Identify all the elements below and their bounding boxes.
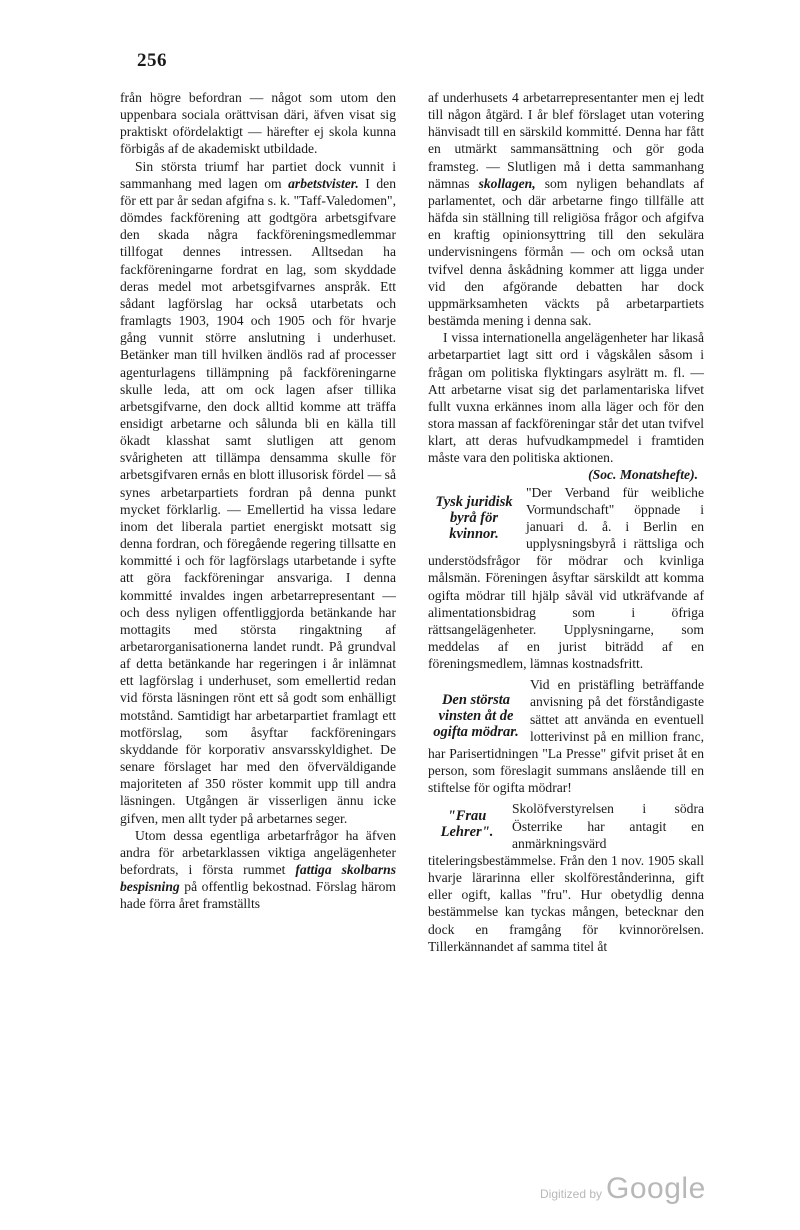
left-paragraph-3 — [120, 827, 396, 913]
source-citation: (Soc. Monatshefte). — [588, 467, 698, 483]
left-paragraph-2-start: Sin största triumf har partiet dock vunnit i sammanhang med lagen om — [120, 158, 396, 191]
right-column — [428, 89, 704, 955]
side-heading-tysk-juridisk-byra: Tysk juridisk byrå för kvinnor. — [435, 493, 513, 542]
left-paragraph-2-rest: I den för ett par år sedan afgifna s. k. "Taff-Valedomen", dömdes fackförening att godtgöra arbetsgifvare den skada några fackföreningsmedlemmar tillfogat dennes intressen. Alltsedan ha fackföreningarne fordrat en lag, som skyddade deras medel mot arbetsgifvarnes anspråk. Ett sådant lagförslag har också utarbetats och framlagts 1903, 1904 och 1905 och för hvarje gång vunnit större anslutning i underhuset. Betänker man till hvilken ändlös rad af processer agenturlagens tillämpning på fackföreningarne skulle leda, att om ock lagen afser tillika arbetsgifvarne, den dock alltid komme att träffa ensidigt arbetarne och sålunda bli en källa till ökadt klasshat samt slutligen att genom svårigheten att tillämpa densamma skulle för arbetsgifvaren ernås en blott illusorisk fördel — så synes arbetarpartiets fordran på denna punkt mycket förklarlig. — Emellertid ha vissa ledare inom det liberala partiet energiskt motsatt sig denna fordran, och föregående regering tillsatte en kommitté i och för lagförslags utarbetande i syfte att göra fackföreningar ansvariga. I denna kommitté invaldes ingen arbetarrepresentant — och dess nyligen offentliggjorda betänkande har mottagits med största ringaktning af arbetarorganisationerna landet rundt. På grundval af detta betänkande har regeringen i år inlämnat ett lagförslag i underhuset, som emellertid redan vid första läsningen rönt ett så godt som enhälligt motstånd. Samtidigt har arbetarpartiet framlagt ett motförslag, som åsyftar fackföreningars skyddande för korporativ ansvarsskyldighet. De senare förslaget har med den öfverväldigande majoriteten af 350 röster kommit upp till andra läsningen. Utgången är visserligen ännu icke gifven, men allt tyder på arbetarnes seger. — [120, 175, 396, 826]
section-tysk-juridisk-byra-text: "Der Verband für weibliche Vormundschaft" öppnade i januari d. å. i Berlin en upplysningsbyrå i rättsliga och understödsfrågor för mödrar och kvinliga målsmän. Föreningen åsyftar särskildt att komma ogifta mödrar till hjälp såväl vid utkräfvande af alimentationsbidrag som i öfriga rättsangelägenheter. Upplysningarne, som meddelas af en jurist biträdd af en föreningsmedlem, lämnas kostnadsfritt. — [428, 484, 704, 672]
right-paragraph-1 — [428, 89, 704, 329]
right-paragraph-1-rest: som nyligen behandlats af parlamentet, och där arbetarne fingo tillfälle att häfda sin ställning till religiösa frågor och afgifva en kraftig opinionsyttring till den sekulära undervisningens förmån — och om också utan tvifvel denna åskådning kommer att ligga under vid den afgörande debatten har dock uppmärksamheten väckts på arbetarpartiets bestämda mening i denna sak. — [428, 175, 704, 329]
term-skollagen: skollagen, — [478, 175, 536, 191]
left-paragraph-2 — [120, 158, 396, 827]
term-skolbarns-bespisning: fattiga skolbarns bespisning — [120, 862, 396, 895]
right-paragraph-2: I vissa internationella angelägenheter har likaså arbetarpartiet lagt sitt ord i vågskålen såsom i frågan om politiska flyktingars asylrätt m. fl. — Att arbetarne visat sig det parlamentariska lifvet fullt vuxna erkännes inom alla läger och för den stora massan af fackföreningar står det utan tvifvel klart, att deras hufvudkampmedel i framtiden måste vara den politiska aktionen. — [428, 330, 704, 466]
left-paragraph-3-start: Utom dessa egentliga arbetarfrågor ha äfven andra för arbetarklassen viktiga angelägenheter befordrats, i första rummet — [120, 827, 396, 878]
left-paragraph-1: från högre befordran — något som utom den uppenbara sociala orättvisan däri, äfven visat sig praktiskt ofördelaktigt — härefter ej skola kunna förbigås af de akademiskt utbildade. — [120, 90, 396, 157]
page-number: 256 — [137, 50, 167, 71]
digitized-by-google-watermark — [540, 1172, 706, 1206]
right-paragraph-1-start: af underhusets 4 arbetarrepresentanter men ej ledt till någon åtgärd. I år blef förslaget utan votering hänvisadt till en särskild kommitté. Denna har fått en utmärkt sammansättning och gör goda framsteg. — Slutligen må i detta sammanhang nämnas — [428, 90, 704, 191]
side-heading-frau-lehrer: "Frau Lehrer". — [440, 808, 494, 841]
section-tysk-juridisk-byra — [428, 484, 704, 673]
section-frau-lehrer-text: Skolöfverstyrelsen i södra Österrike har antagit en anmärkningsvärd titeleringsbestämmelse. Från den 1 nov. 1905 skall hvarje lärarinna eller skolförestånderinna, gift eller ogift, kallas "fru". Hur obetydlig denna bestämmelse kan tyckas mången, betecknar den dock en framgång för kvinnorörelsen. Tillerkännandet af samma titel åt — [428, 801, 704, 954]
section-storsta-vinsten — [428, 676, 704, 796]
left-paragraph-3-rest: på offentlig bekostnad. Förslag härom hade förra året framställts — [120, 879, 396, 912]
section-frau-lehrer — [428, 800, 704, 954]
section-storsta-vinsten-text: Vid en pristäfling beträffande anvisning på det förståndigaste sättet att använda en eventuell lotterivinst på en million franc, har Parisertidningen "La Presse" gifvit priset åt en person, som föreslagit summans anslående till en stiftelse för ogifta mödrar! — [428, 677, 704, 796]
term-arbetstvister: arbetstvister. — [288, 175, 359, 191]
side-heading-storsta-vinsten: Den största vinsten åt de ogifta mödrar. — [433, 692, 519, 741]
google-logo: Google — [606, 1172, 706, 1205]
left-column — [120, 89, 396, 913]
watermark-prefix: Digitized by — [540, 1187, 603, 1201]
